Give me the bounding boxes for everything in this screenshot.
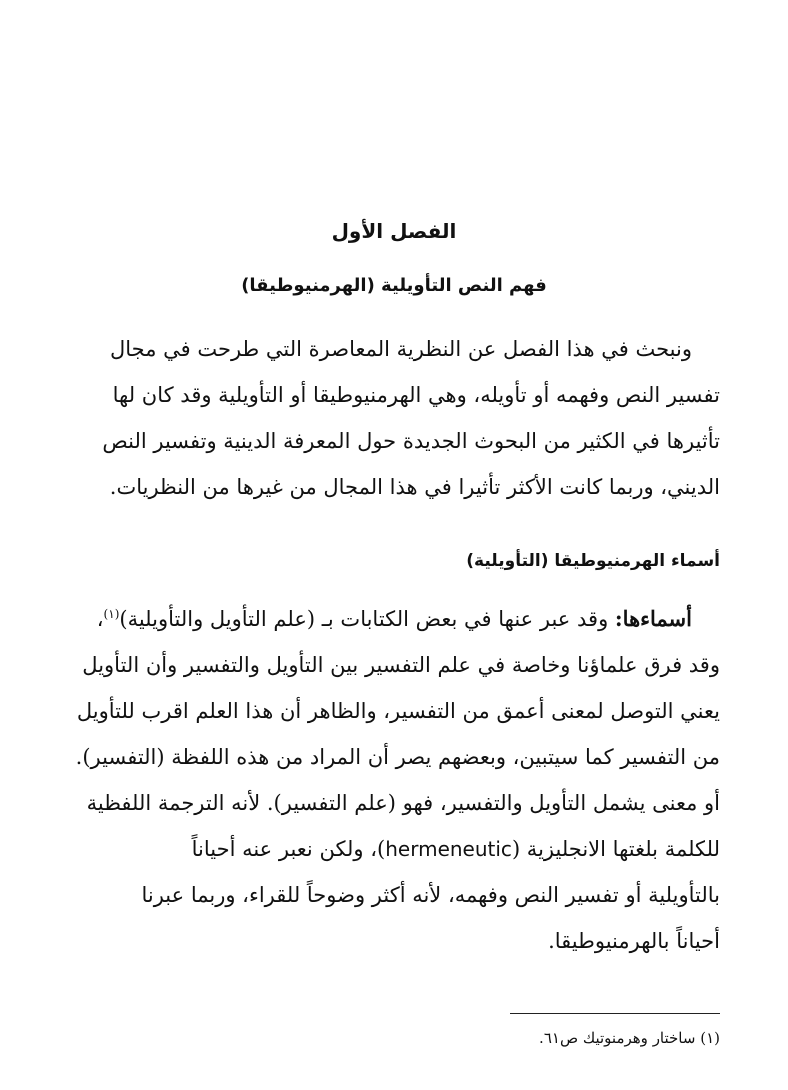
line-text: وقد عبر عنها في بعض الكتابات بـ (علم التأويل والتأويلية)	[119, 607, 609, 631]
text-line	[68, 596, 720, 642]
text-line: بالتأويلية أو تفسير النص وفهمه، لأنه أكثر وضوحاً للقراء، وربما عبرنا	[141, 883, 720, 907]
chapter-subtitle: فهم النص التأويلية (الهرمنيوطيقا)	[241, 275, 547, 296]
text-line	[68, 826, 720, 872]
intro-paragraph	[68, 326, 720, 510]
footnote-marker[interactable]: (١)	[103, 607, 120, 621]
section-paragraph	[68, 596, 720, 964]
lead-term: أسماءها:	[614, 606, 692, 631]
text-line: أحياناً بالهرمنيوطيقا.	[548, 929, 720, 953]
text-line: وقد فرق علماؤنا وخاصة في علم التفسير بين التأويل والتفسير وأن التأويل	[82, 653, 720, 677]
text-line: ونبحث في هذا الفصل عن النظرية المعاصرة التي طرحت في مجال	[109, 337, 692, 361]
text-line: تأثيرها في الكثير من البحوث الجديدة حول المعرفة الدينية وتفسير النص	[102, 429, 720, 453]
text-line: الديني، وربما كانت الأكثر تأثيرا في هذا المجال من غيرها من النظريات.	[109, 475, 720, 499]
chapter-title: الفصل الأول	[331, 219, 457, 243]
text-line: أو معنى يشمل التأويل والتفسير، فهو (علم التفسير). لأنه الترجمة اللفظية	[86, 791, 720, 815]
footnote: (١) ساختار وهرمنوتيك ص٦١.	[539, 1029, 720, 1047]
section-heading: أسماء الهرمنيوطيقا (التأويلية)	[466, 551, 720, 571]
english-term: hermeneutic	[385, 837, 512, 861]
footnote-divider	[510, 1013, 720, 1014]
text-line: من التفسير كما سيتبين، وبعضهم يصر أن المراد من هذه اللفظة (التفسير).	[75, 745, 720, 769]
line-punct: ،	[96, 607, 104, 631]
text-line: تفسير النص وفهمه أو تأويله، وهي الهرمنيوطيقا أو التأويلية وقد كان لها	[112, 383, 720, 407]
text-line: يعني التوصل لمعنى أعمق من التفسير، والظاهر أن هذا العلم اقرب للتأويل	[76, 699, 720, 723]
line-text: للكلمة بلغتها الانجليزية (	[511, 837, 720, 861]
line-text: )، ولكن نعبر عنه أحياناً	[191, 837, 386, 861]
